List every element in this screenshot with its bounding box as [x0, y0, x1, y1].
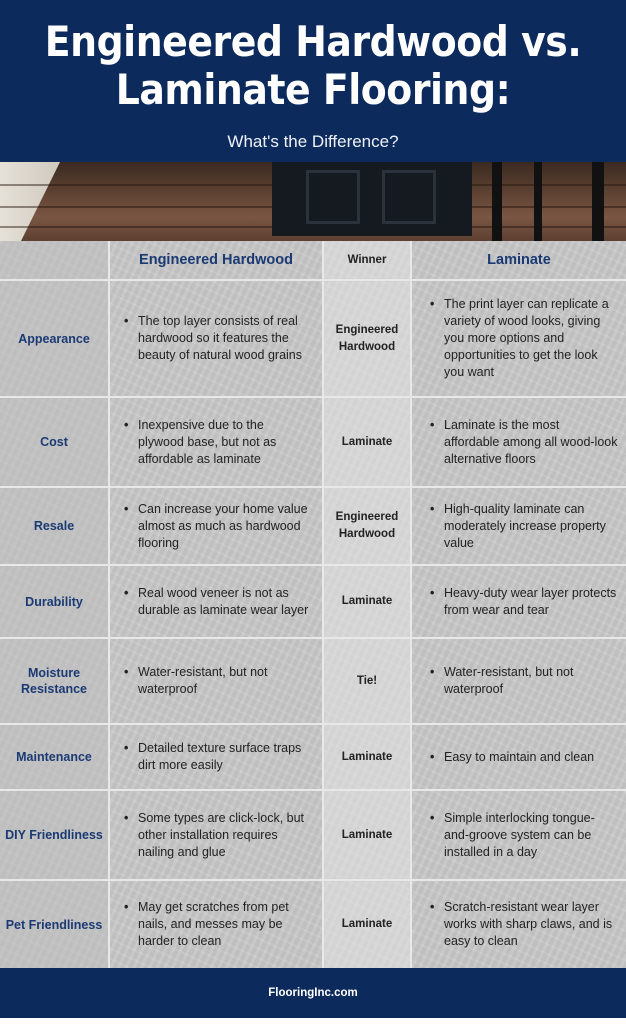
engineered-text: • May get scratches from pet nails, and messes may be harder to clean: [138, 899, 312, 950]
winner-cell: Laminate: [324, 398, 412, 486]
table-row: [0, 279, 626, 396]
laminate-cell: [412, 725, 626, 789]
laminate-cell: [412, 566, 626, 637]
table-row: [0, 564, 626, 637]
header-empty-cell: [0, 241, 110, 279]
footer-banner: [0, 968, 626, 1018]
laminate-cell: [412, 791, 626, 879]
title-line-1: Engineered Hardwood vs.: [44, 17, 582, 66]
page-title: [31, 0, 594, 114]
header-banner: [0, 0, 626, 162]
laminate-text: • Scratch-resistant wear layer works with sharp claws, and is easy to clean: [444, 899, 618, 950]
engineered-cell: [110, 791, 324, 879]
winner-cell: Engineered Hardwood: [324, 488, 412, 564]
engineered-text: • Inexpensive due to the plywood base, but not as affordable as laminate: [138, 417, 312, 468]
photo-chair-leg: [492, 162, 502, 241]
row-label: Durability: [0, 566, 110, 637]
engineered-text: • Water-resistant, but not waterproof: [138, 664, 312, 698]
engineered-cell: [110, 566, 324, 637]
column-header-winner: Winner: [324, 241, 412, 279]
table-row: [0, 637, 626, 723]
laminate-cell: [412, 639, 626, 723]
bottom-edge: [0, 1018, 626, 1024]
engineered-cell: [110, 398, 324, 486]
engineered-text: • Detailed texture surface traps dirt more easily: [138, 740, 312, 774]
winner-cell: Engineered Hardwood: [324, 281, 412, 396]
row-label: Moisture Resistance: [0, 639, 110, 723]
laminate-text: • Water-resistant, but not waterproof: [444, 664, 618, 698]
photo-wall: [0, 162, 60, 241]
table-row: [0, 723, 626, 789]
laminate-text: • Heavy-duty wear layer protects from wear and tear: [444, 585, 618, 619]
flooring-photo: [0, 162, 626, 241]
row-label: Pet Friendliness: [0, 881, 110, 968]
title-line-2: Laminate Flooring:: [115, 65, 511, 114]
laminate-text: • High-quality laminate can moderately increase property value: [444, 501, 618, 552]
engineered-cell: [110, 881, 324, 968]
engineered-cell: [110, 639, 324, 723]
table-row: [0, 879, 626, 968]
laminate-text: • Easy to maintain and clean: [444, 749, 594, 766]
laminate-cell: [412, 881, 626, 968]
winner-cell: Tie!: [324, 639, 412, 723]
winner-cell: Laminate: [324, 725, 412, 789]
laminate-text: • Laminate is the most affordable among all wood-look alternative floors: [444, 417, 618, 468]
engineered-text: • Can increase your home value almost as much as hardwood flooring: [138, 501, 312, 552]
photo-chair-leg: [592, 162, 604, 241]
row-label: Cost: [0, 398, 110, 486]
row-label: Resale: [0, 488, 110, 564]
laminate-cell: [412, 281, 626, 396]
row-label: Appearance: [0, 281, 110, 396]
table-header-row: [0, 241, 626, 279]
engineered-cell: [110, 281, 324, 396]
engineered-text: • The top layer consists of real hardwood so it features the beauty of natural wood grains: [138, 313, 312, 364]
photo-chair-leg: [534, 162, 542, 241]
winner-cell: Laminate: [324, 566, 412, 637]
engineered-text: • Real wood veneer is not as durable as laminate wear layer: [138, 585, 312, 619]
table-row: [0, 486, 626, 564]
row-label: Maintenance: [0, 725, 110, 789]
photo-cabinet-door: [306, 170, 360, 224]
column-header-laminate: Laminate: [487, 251, 551, 268]
photo-cabinet-door: [382, 170, 436, 224]
table-row: [0, 789, 626, 879]
comparison-table: [0, 241, 626, 968]
photo-cabinet: [272, 162, 472, 236]
footer-source: FlooringInc.com: [268, 987, 358, 999]
table-row: [0, 396, 626, 486]
winner-cell: Laminate: [324, 791, 412, 879]
laminate-cell: [412, 398, 626, 486]
column-header-engineered: Engineered Hardwood: [110, 241, 324, 279]
laminate-text: • Simple interlocking tongue-and-groove system can be installed in a day: [444, 810, 618, 861]
engineered-cell: [110, 488, 324, 564]
laminate-text: • The print layer can replicate a variety of wood looks, giving you more options and opportunities to get the look you want: [444, 296, 618, 381]
winner-cell: Laminate: [324, 881, 412, 968]
engineered-cell: [110, 725, 324, 789]
row-label: DIY Friendliness: [0, 791, 110, 879]
engineered-text: • Some types are click-lock, but other installation requires nailing and glue: [138, 810, 312, 861]
laminate-cell: [412, 488, 626, 564]
page-subtitle: What's the Difference?: [227, 132, 399, 151]
